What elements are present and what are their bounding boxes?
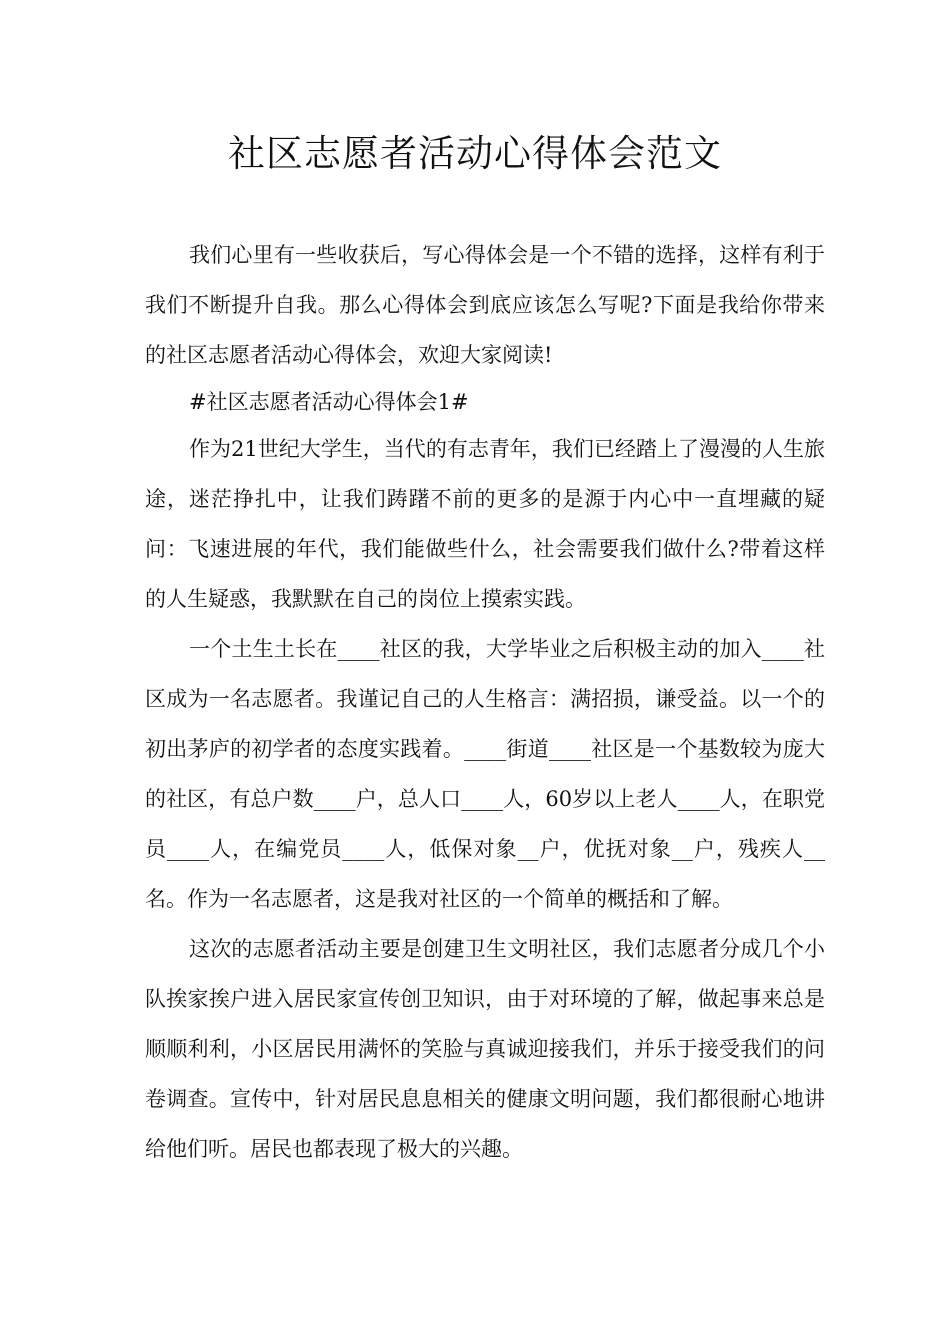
section-heading: #社区志愿者活动心得体会1# — [189, 390, 469, 414]
document-body — [145, 230, 825, 1174]
paragraph-1: 作为21世纪大学生，当代的有志青年，我们已经踏上了漫漫的人生旅途，迷茫挣扎中，让我们踌躇不前的更多的是源于内心中一直埋藏的疑问：飞速进展的年代，我们能做些什么，社会需要我们做什么?带着这样的人生疑惑，我默默在自己的岗位上摸索实践。 — [145, 437, 825, 611]
document-title: 社区志愿者活动心得体会范文 — [228, 132, 722, 175]
paragraph-3: 这次的志愿者活动主要是创建卫生文明社区，我们志愿者分成几个小队挨家挨户进入居民家宣传创卫知识，由于对环境的了解，做起事来总是顺顺利利，小区居民用满怀的笑脸与真诚迎接我们，并乐于接受我们的问卷调查。宣传中，针对居民息息相关的健康文明问题，我们都很耐心地讲给他们听。居民也都表现了极大的兴趣。 — [145, 937, 825, 1161]
paragraph-intro: 我们心里有一些收获后，写心得体会是一个不错的选择，这样有利于我们不断提升自我。那么心得体会到底应该怎么写呢?下面是我给你带来的社区志愿者活动心得体会，欢迎大家阅读! — [145, 243, 825, 367]
paragraph-2: 一个土生土长在____社区的我，大学毕业之后积极主动的加入____社区成为一名志愿者。我谨记自己的人生格言：满招损，谦受益。以一个的初出茅庐的初学者的态度实践着。____街道____社区是一个基数较为庞大的社区，有总户数____户，总人口____人，60岁以上老人____人，在职党员____人，在编党员____人，低保对象__户，优抚对象__户，残疾人__名。作为一名志愿者，这是我对社区的一个简单的概括和了解。 — [145, 637, 825, 911]
